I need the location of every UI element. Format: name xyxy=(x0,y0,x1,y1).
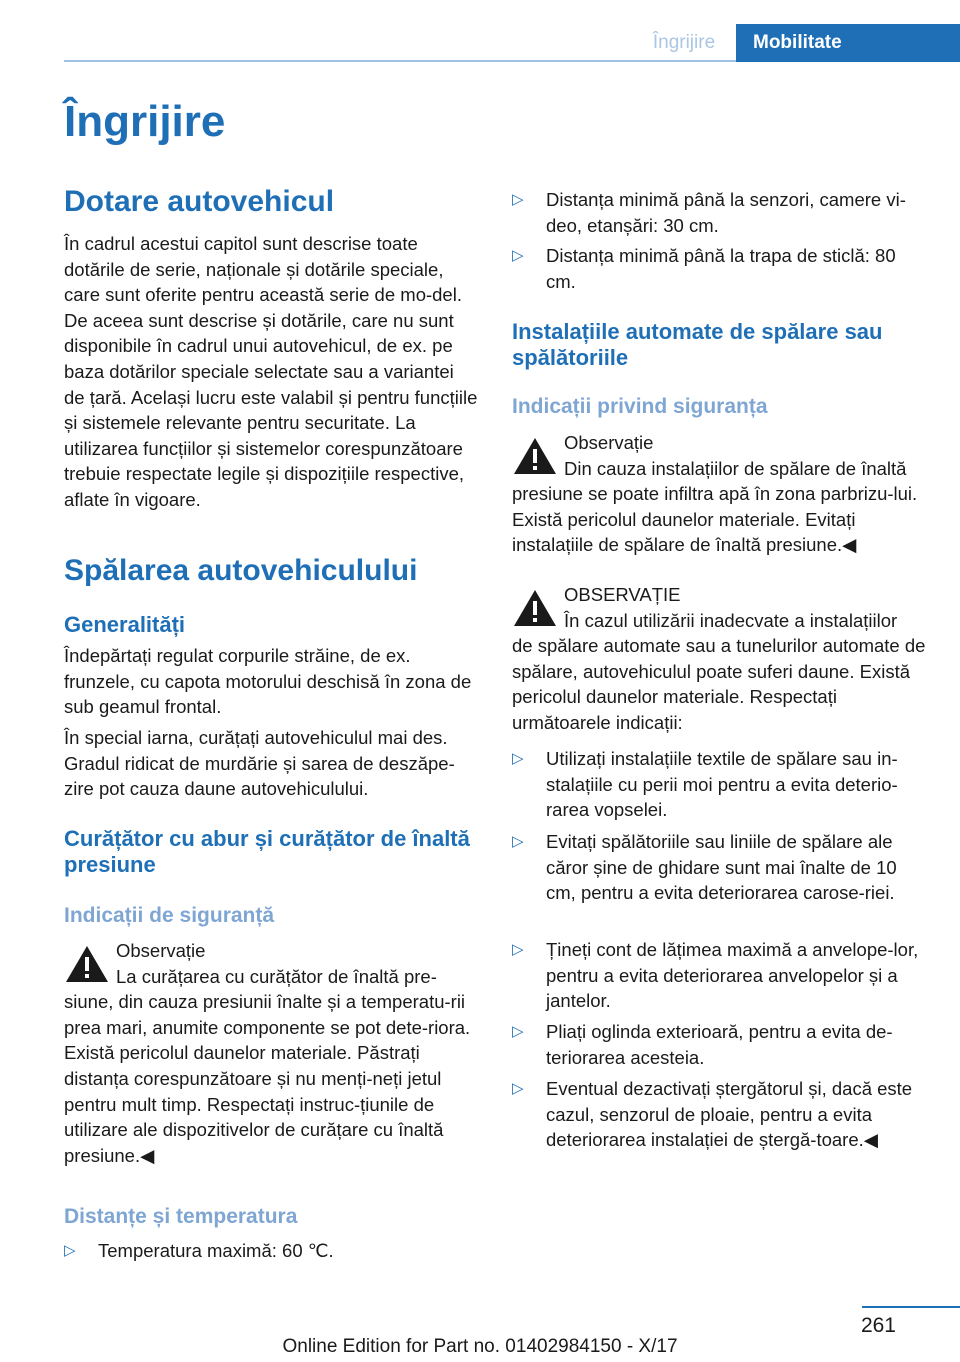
list-item-text: Eventual dezactivați ștergătorul și, dacă este cazul, senzorul de ploaie, pentru a evita deteriorarea instalației de ștergă‐toare.◀ xyxy=(546,1078,913,1151)
list-item xyxy=(512,1019,930,1070)
warning-text xyxy=(512,456,930,558)
list-item xyxy=(512,243,930,294)
distances-title: Distanțe și temperatura xyxy=(64,1205,298,1228)
list-item-text: Distanța minimă până la trapa de sticlă: 80 cm. xyxy=(546,245,896,292)
list-item-text: Distanța minimă până la senzori, camere vi‐deo, etanșări: 30 cm. xyxy=(546,189,906,236)
warning-triangle-icon xyxy=(64,944,110,984)
warning-triangle-icon xyxy=(512,436,558,476)
warning-text-rest: de spălare automate sau a tunelurilor automate de spălare, autovehiculul poate suferi daune. Există pericolul daunelor materiale. Respectați următoarele indicații: xyxy=(512,635,926,733)
warning-title: Observație xyxy=(116,940,206,961)
bullet-marker: ▷ xyxy=(64,1242,76,1259)
list-item-text: Țineți cont de lățimea maximă a anvelope‐lor, pentru a evita deteriorarea anvelopelor și a jantelor. xyxy=(546,939,919,1012)
subsection-title-automatic-wash: Instalațiile automate de spălare sau spălătoriile xyxy=(512,319,883,370)
warning-text-first-line: În cazul utilizării inadecvate a instalațiilor xyxy=(564,609,898,631)
section-title-equipment: Dotare autovehicul xyxy=(64,185,335,218)
equipment-paragraph: În cadrul acestui capitol sunt descrise toate dotările de serie, naționale și dotările speciale, care sunt oferite pentru această serie de mo‐del. De aceea sunt descrise și dotările, care nu sunt disponibile în cadrul unui autovehicul, de ex. pe baza dotărilor speciale selectate sau a variantei de țară. Același lucru este valabil și pentru funcțiile și sistemele relevante pentru securitate. La utilizarea funcțiilor și sistemelor corespunzătoare trebuie respectate legile și dispozițiile respective, aflate în vigoare. xyxy=(64,233,478,510)
warning-box-automatic-wash xyxy=(512,582,930,736)
list-item-text: Utilizați instalațiile textile de spălare sau in‐stalațiile cu perii moi pentru a evita deterio‐rarea vopselei. xyxy=(546,748,898,821)
list-item-text: Evitați spălătoriile sau liniile de spălare ale căror șine de ghidare sunt mai înalte de 10 cm, pentru a evita deteriorarea carose‐riei. xyxy=(546,831,897,904)
general-paragraph-1: Îndepărtați regulat corpurile străine, de ex. frunzele, cu capota motorului deschisă în zona de sub geamul frontal. xyxy=(64,645,472,718)
subsection-title-steam-cleaner: Curățător cu abur și curățător de înaltă presiune xyxy=(64,826,470,877)
subsection-title-general: Generalități xyxy=(64,612,186,637)
warning-box-steam xyxy=(64,938,478,1168)
warning-text-rest: siune, din cauza presiunii înalte și a temperatu‐rii prea mari, anumite componente se pot dete‐riora. Există pericolul daunelor materiale. Păstrați distanța corespunzătoare și nu menți‐neți jetul pentru mult timp. Respectați instruc‐țiunile de utilizare ale dispozitivelor de curățare cu înaltă presiune.◀ xyxy=(64,991,471,1166)
warning-box-high-pressure xyxy=(512,430,930,558)
chapter-title: Îngrijire xyxy=(64,97,226,146)
bullet-marker: ▷ xyxy=(512,750,524,767)
page-number: 261 xyxy=(860,1314,896,1337)
footer-rule xyxy=(862,1306,960,1308)
warning-text-first-line: Din cauza instalațiilor de spălare de înaltă xyxy=(564,457,907,479)
warning-text-first-line: La curățarea cu curățător de înaltă pre‐ xyxy=(116,965,437,987)
bullet-marker: ▷ xyxy=(512,1023,524,1040)
safety-notes-title: Indicații privind siguranța xyxy=(512,395,768,418)
bullet-marker: ▷ xyxy=(512,833,524,850)
list-item-text: Pliați oglinda exterioară, pentru a evita de‐teriorarea acesteia. xyxy=(546,1021,893,1068)
list-item xyxy=(512,187,930,238)
bullet-marker: ▷ xyxy=(512,1080,524,1097)
safety-notes-title: Indicații de siguranță xyxy=(64,904,275,927)
warning-text xyxy=(64,964,478,1169)
list-item xyxy=(512,746,930,823)
header-tab-mobility[interactable]: Mobilitate xyxy=(736,24,960,62)
warning-title: OBSERVAȚIE xyxy=(564,584,681,605)
warning-title: Observație xyxy=(564,432,654,453)
list-item xyxy=(64,1238,478,1264)
section-title-washing: Spălarea autovehiculului xyxy=(64,554,418,587)
bullet-marker: ▷ xyxy=(512,941,524,958)
list-item xyxy=(512,829,930,906)
header-tab-care[interactable]: Îngrijire xyxy=(652,32,716,53)
bullet-marker: ▷ xyxy=(512,191,524,208)
list-item xyxy=(512,1076,930,1153)
list-item xyxy=(512,937,930,1014)
warning-triangle-icon xyxy=(512,588,558,628)
general-paragraph-2: În special iarna, curățați autovehiculul mai des. Gradul ridicat de murdărie și sarea de deszăpe‐zire pot cauza daune autovehiculului. xyxy=(64,727,455,800)
warning-text-rest: presiune se poate infiltra apă în zona parbrizu‐lui. Există pericolul daunelor materiale. Evitați instalațiile de spălare de înaltă presiune.◀ xyxy=(512,483,918,556)
footer-edition: Online Edition for Part no. 01402984150 - X/17 xyxy=(282,1336,678,1357)
list-item-text: Temperatura maximă: 60 ℃. xyxy=(98,1240,334,1261)
warning-text xyxy=(512,608,930,736)
bullet-marker: ▷ xyxy=(512,247,524,264)
